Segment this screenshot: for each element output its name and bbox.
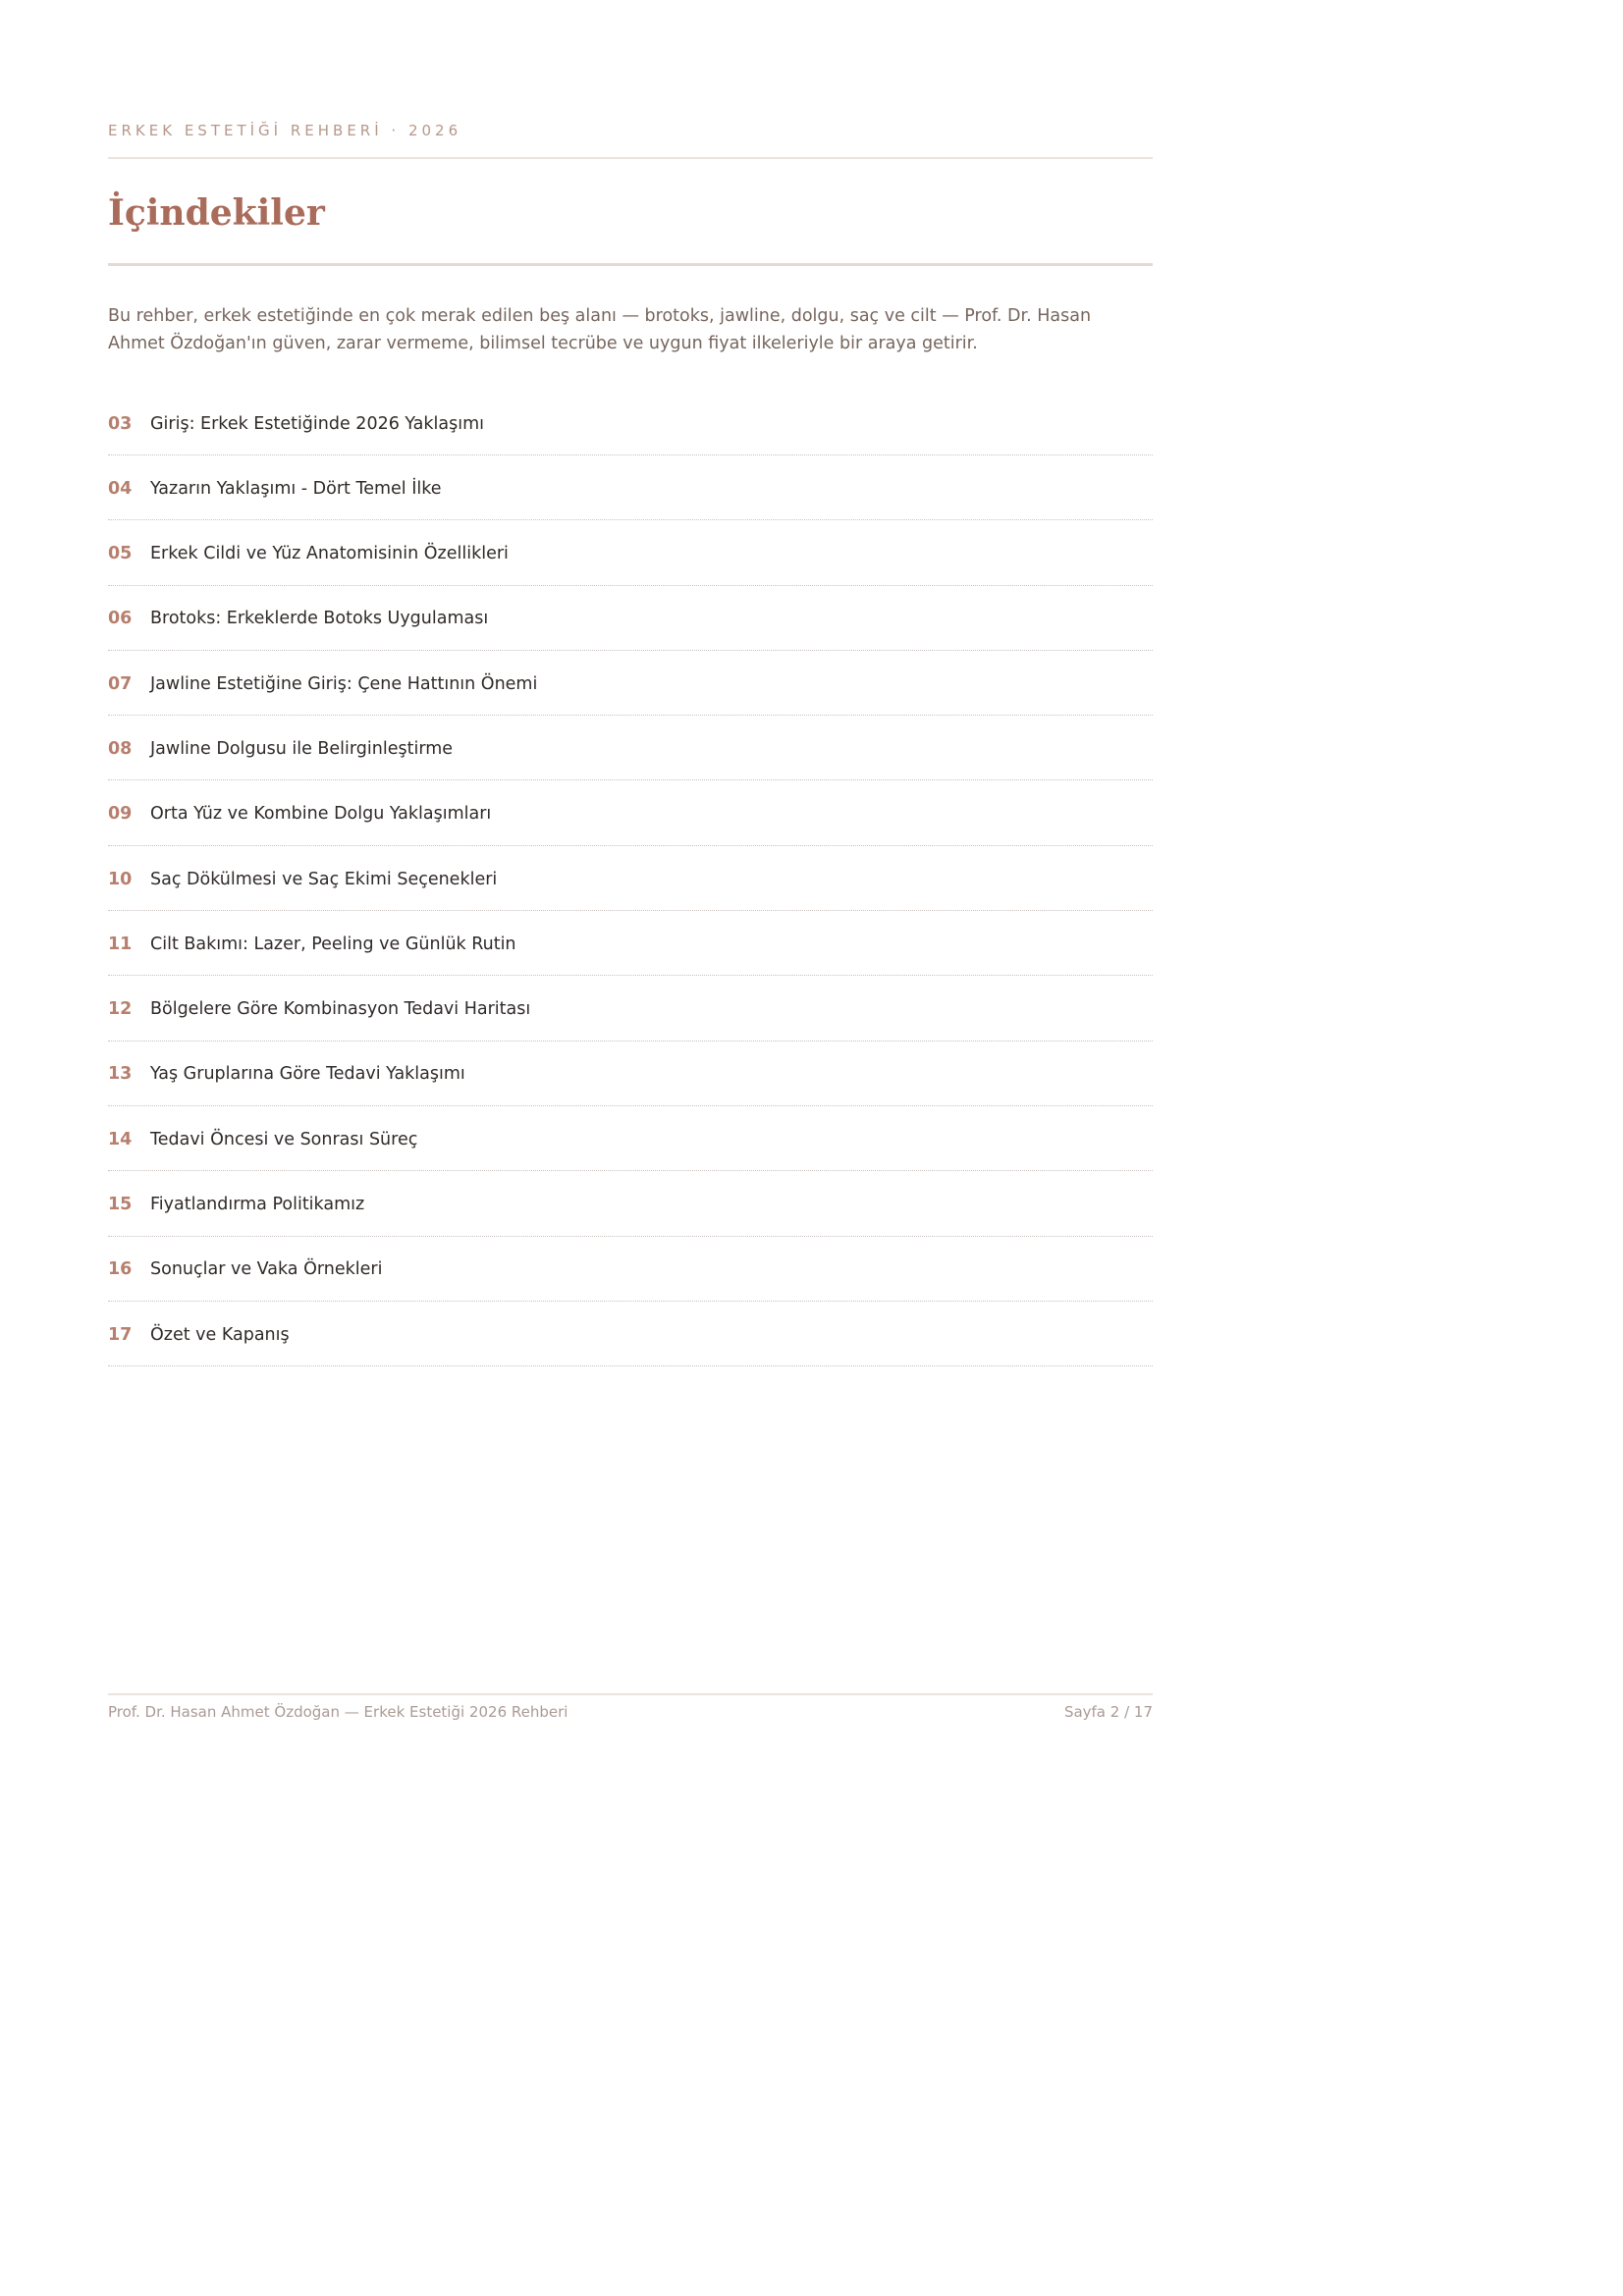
toc-entry-title: Cilt Bakımı: Lazer, Peeling ve Günlük Rutin: [150, 934, 516, 954]
toc-page-number: 06: [108, 609, 133, 629]
toc-entry[interactable]: [108, 1304, 1153, 1366]
toc-entry[interactable]: [108, 848, 1153, 911]
toc-entry[interactable]: [108, 588, 1153, 651]
toc-entry[interactable]: [108, 979, 1153, 1041]
toc-page-number: 15: [108, 1195, 133, 1215]
toc-page-number: 13: [108, 1064, 133, 1085]
toc-page-number: 12: [108, 999, 133, 1020]
toc-entry[interactable]: [108, 1174, 1153, 1237]
toc-entry-title: Yaş Gruplarına Göre Tedavi Yaklaşımı: [150, 1064, 465, 1085]
footer-divider: [108, 1693, 1153, 1695]
header-divider: [108, 157, 1153, 159]
toc-entry[interactable]: [108, 913, 1153, 976]
toc-page-number: 05: [108, 544, 133, 564]
toc-entry[interactable]: [108, 1239, 1153, 1302]
toc-page-number: 08: [108, 738, 133, 759]
page-title: İçindekiler: [108, 192, 325, 234]
toc-page-number: 14: [108, 1129, 133, 1149]
toc-page-number: 03: [108, 413, 133, 434]
toc-entry-title: Jawline Dolgusu ile Belirginleştirme: [150, 738, 454, 759]
toc-page-number: 10: [108, 869, 133, 889]
toc-entry-title: Erkek Cildi ve Yüz Anatomisinin Özellikleri: [150, 544, 509, 564]
toc-entry[interactable]: [108, 457, 1153, 520]
table-of-contents: [108, 393, 1153, 1368]
toc-entry[interactable]: [108, 1043, 1153, 1106]
toc-entry[interactable]: [108, 653, 1153, 716]
toc-entry[interactable]: [108, 783, 1153, 846]
toc-entry[interactable]: [108, 1108, 1153, 1171]
toc-entry[interactable]: [108, 718, 1153, 780]
toc-entry-title: Orta Yüz ve Kombine Dolgu Yaklaşımları: [150, 804, 492, 825]
toc-entry-title: Tedavi Öncesi ve Sonrası Süreç: [150, 1129, 418, 1149]
toc-entry-title: Sonuçlar ve Vaka Örnekleri: [150, 1259, 383, 1280]
toc-entry-title: Giriş: Erkek Estetiğinde 2026 Yaklaşımı: [150, 413, 485, 434]
footer-document-title: Prof. Dr. Hasan Ahmet Özdoğan — Erkek Estetiği 2026 Rehberi: [108, 1703, 568, 1721]
toc-page-number: 16: [108, 1259, 133, 1280]
toc-entry[interactable]: [108, 523, 1153, 586]
toc-page-number: 11: [108, 934, 133, 954]
toc-page-number: 09: [108, 804, 133, 825]
toc-entry-title: Yazarın Yaklaşımı - Dört Temel İlke: [150, 478, 442, 499]
toc-page-number: 04: [108, 478, 133, 499]
intro-paragraph: Bu rehber, erkek estetiğinde en çok merak edilen beş alanı — brotoks, jawline, dolgu, saç ve cilt — Prof. Dr. Hasan Ahmet Özdoğan'ın güven, zarar vermeme, bilimsel tecrübe ve uygun fiyat ilkeleriyle bir araya getirir.: [108, 306, 1092, 353]
toc-entry[interactable]: [108, 393, 1153, 455]
running-header: ERKEK ESTETİĞİ REHBERİ · 2026: [108, 122, 462, 139]
toc-entry-title: Jawline Estetiğine Giriş: Çene Hattının Önemi: [150, 673, 538, 694]
toc-page-number: 17: [108, 1324, 133, 1345]
toc-entry-title: Saç Dökülmesi ve Saç Ekimi Seçenekleri: [150, 869, 498, 889]
toc-page-number: 07: [108, 673, 133, 694]
toc-entry-title: Brotoks: Erkeklerde Botoks Uygulaması: [150, 609, 489, 629]
title-divider: [108, 263, 1153, 266]
toc-entry-title: Özet ve Kapanış: [150, 1324, 290, 1345]
toc-entry-title: Fiyatlandırma Politikamız: [150, 1195, 365, 1215]
footer-page-number: Sayfa 2 / 17: [1063, 1703, 1153, 1721]
toc-entry-title: Bölgelere Göre Kombinasyon Tedavi Haritası: [150, 999, 531, 1020]
